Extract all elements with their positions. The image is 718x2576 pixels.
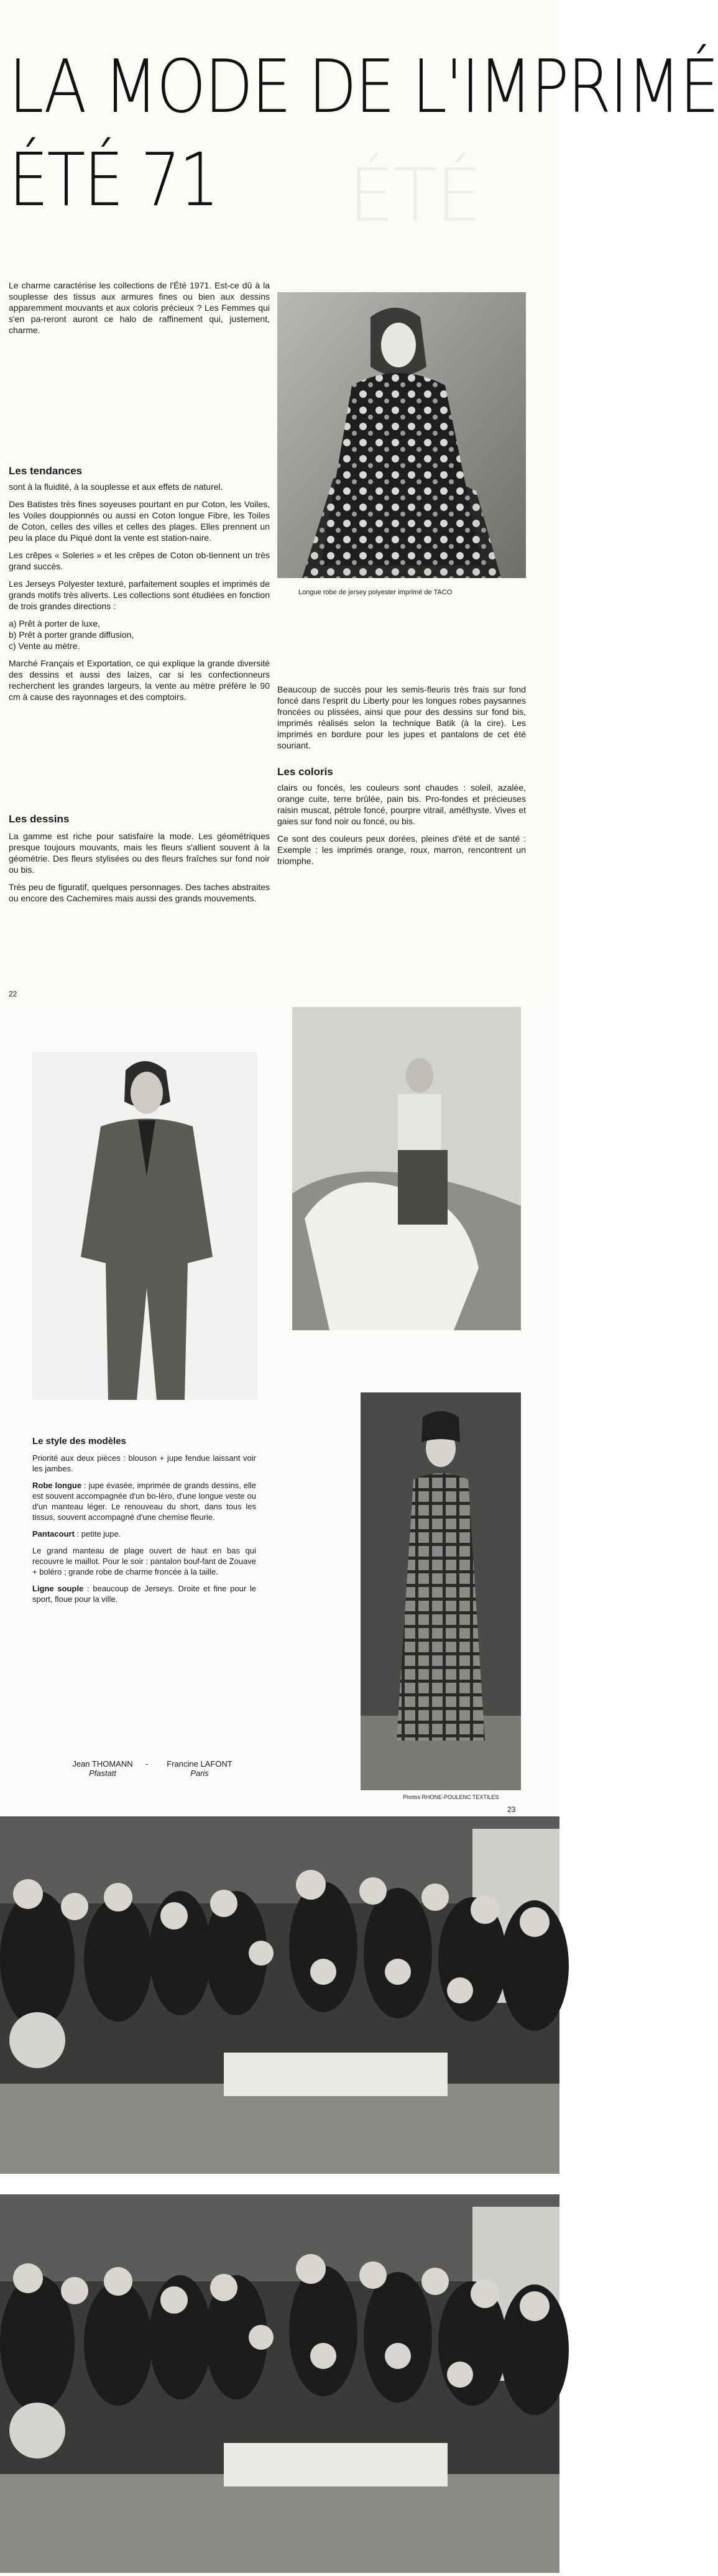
tendances-paragraph-4: Les Jerseys Polyester texturé, parfaitement souples et imprimés de grands motifs très aliverts. Les collections sont étudiées en fonction de trois grandes directions : [9,579,270,611]
heading-tendances: Les tendances [9,465,83,477]
pantacourt-paragraph [32,1529,256,1539]
tendances-paragraph-2: Des Batistes très fines soyeuses pourtant en pur Coton, les Voiles, les Voiles douppionnés ou aussi en Coton longue Fibre, les Toiles de Coton, celles des villes et celles des plages. Elles prennent un peu la place du Piqué dont la vente est station-naire. [9,499,270,543]
long-dress-photo [277,292,526,578]
coloris-paragraph-2: Ce sont des couleurs peux dorées, pleines d'été et de santé : Exemple : les imprimés orange, roux, marron, rencontrent un triomphe. [277,834,526,866]
group-photo-1-illustration [0,1816,559,2174]
ligne-souple-label: Ligne souple [32,1584,84,1593]
group-photo-2-illustration [0,2194,559,2573]
right-column-text [277,684,526,757]
magazine-page-23 [0,1007,559,1816]
plaid-dress-illustration [361,1392,521,1790]
credit-place-paris: Paris [190,1769,209,1778]
heading-dessins: Les dessins [9,813,70,825]
photo-credit-rhone-poulenc: Photos RHONE-POULENC TEXTILES [403,1794,499,1800]
article-title-line2: ÉTÉ 71 [9,137,218,223]
tendances-paragraph-3: Les crêpes « Soleries » et les crêpes de Coton ob-tiennent un très grand succès. [9,550,270,571]
manteau-paragraph: Le grand manteau de plage ouvert de haut en bas qui recouvre le maillot. Pour le soir : pantalon bouf-fant de Zouave + boléro ; grande robe de charme froncée à la taille. [32,1546,256,1576]
dessins-paragraph-1: La gamme est riche pour satisfaire la mode. Les géométriques presque toujours mouvants, mais les fleurs s'allient souvent à la géométrie. Des fleurs stylisées ou des fleurs fraîches sur fond noir ou bis. [9,831,270,875]
group-photo-1 [0,1816,559,2174]
credit-separator: - [145,1759,149,1769]
credit-lafont [159,1759,240,1778]
man-in-suit-photo [32,1052,257,1400]
group-photo-2 [0,2194,559,2573]
magazine-page-22 [0,0,718,1007]
ghost-title-text: ÉTÉ [348,152,481,238]
photo-caption-taco: Longue robe de jersey polyester imprimé de TACO [298,589,453,596]
man-in-suit-illustration [32,1052,257,1400]
credit-place-pfastatt: Pfastatt [88,1769,117,1778]
robe-longue-text: : jupe évasée, imprimée de grands dessins, elle est souvent accompagnée d'un bo-léro, d'une longue veste ou d'un manteau léger. Le renouveau du short, dans tous les tissus, souvent accompagné d'une chemise fleurie. [32,1481,256,1522]
ligne-souple-text: : beaucoup de Jerseys. Droite et fine pour le sport, floue pour la ville. [32,1584,257,1604]
tendances-list: a) Prêt à porter de luxe, b) Prêt à porter grande diffusion, c) Vente au mètre. [9,619,134,651]
woman-on-horse-photo [292,1007,521,1330]
tendances-paragraph-5: Marché Français et Exportation, ce qui explique la grande diversité des dessins et aussi des laizes, car si les confectionneurs recherchent les grandes largeurs, la vente au mètre préfère le 90 cm à cause des rayonnages et des comptoirs. [9,658,270,702]
robe-longue-paragraph [32,1480,256,1522]
page-number-22: 22 [9,990,17,998]
semis-fleuris-paragraph: Beaucoup de succès pour les semis-fleuris très frais sur fond foncé dans l'esprit du Liberty pour les longues robes paysannes froncées ou plissées, ainsi que pour des dessins sur fond bis, imprimés réalisés selon la technique Batik (à la cire). Les imprimés en bordure pour les jupes et pantalons de cet été souriant. [277,684,526,750]
heading-coloris: Les coloris [277,766,333,778]
style-section [32,1436,256,1611]
ligne-souple-paragraph [32,1583,256,1604]
page-number-23: 23 [507,1805,516,1814]
long-dress-illustration [277,292,526,578]
woman-on-horse-illustration [292,1007,521,1330]
pantacourt-label: Pantacourt [32,1529,75,1539]
plaid-dress-photo [361,1392,521,1790]
coloris-paragraph-1: clairs ou foncés, les couleurs sont chaudes : soleil, azalée, orange cuite, terre brûlée, pain bis. Pro-fondes et précieuses raisin muscat, pétrole foncé, pourpre vitrail, améthyste. Vives et gaies sur fond noir ou foncé, ou bis. [277,783,526,826]
credit-name-lafont: Francine LAFONT [167,1759,232,1769]
heading-style-modeles: Le style des modèles [32,1436,126,1447]
tendances-paragraph-1: sont à la fluidité, à la souplesse et aux effets de naturel. [9,482,223,492]
pantacourt-text: : petite jupe. [74,1529,121,1539]
robe-longue-label: Robe longue [32,1481,82,1490]
credit-name-thomann: Jean THOMANN [72,1759,133,1769]
credit-thomann [68,1759,137,1778]
dessins-text [9,830,270,910]
left-column-text [9,481,270,709]
intro-paragraph: Le charme caractérise les collections de l'Été 1971. Est-ce dû à la souplesse des tissus aux armures fines ou bien aux dessins apparemment mouvants et aux coloris précieux ? Les Femmes qui s'en pa-reront auront ce halo de raffinement qui, justement, charme. [9,280,270,335]
dessins-paragraph-2: Très peu de figuratif, quelques personnages. Des taches abstraites ou encore des Cachemires mais aussi des grands mouvements. [9,882,270,903]
style-intro: Priorité aux deux pièces : blouson + jupe fendue laissant voir les jambes. [32,1453,256,1473]
coloris-text [277,782,526,873]
article-title-line1: LA MODE DE L'IMPRIMÉ [9,44,718,129]
